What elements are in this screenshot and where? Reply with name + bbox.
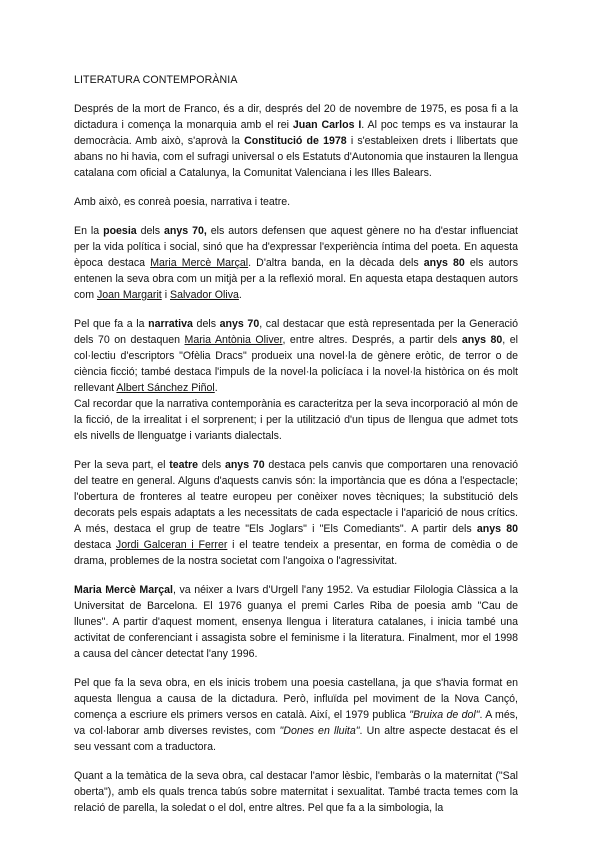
bold-term: anys 80 (461, 334, 503, 346)
paragraph-genres: Amb això, es conreà poesia, narrativa i teatre. (74, 196, 291, 208)
bold-term: Juan Carlos I (292, 119, 362, 131)
author-link: Albert Sánchez Piñol (116, 382, 215, 394)
paragraph-work: Pel que fa la seva obra, en els inicis trobem una poesia castellana, ja que s'havia format en aquesta llengua a causa de la dictadura. Però, influïda pel moviment de la Nova Cançó, comença a escriure els primers versos en català. Així, el 1979 publica "Bruixa de dol". A més, va col·laborar amb diverses revistes, com "Dones en lluita". Un altre aspecte destacat és el seu vessant com a traductora. (74, 677, 519, 753)
bold-term: anys 70, (163, 225, 207, 237)
author-link: Salvador Oliva (170, 289, 239, 301)
bold-term: narrativa (148, 318, 193, 330)
bold-term: Constitució de 1978 (244, 135, 347, 147)
paragraph-themes: Quant a la temàtica de la seva obra, cal destacar l'amor lèsbic, l'embaràs o la maternitat ("Sal oberta"), amb els quals trenca tabús sobre maternitat i sexualitat. També tracta temes com la relació de parella, la soledat o el dol, entre altres. Pel que fa a la simbologia, la (74, 770, 518, 814)
paragraph-narrative: Pel que fa a la narrativa dels anys 70, cal destacar que està representada per la Generació dels 70 on destaquen Maria Antònia Oliver, entre altres. Després, a partir dels anys 80, el col·lectiu d'escriptors "Ofèlia Dracs" produeix una novel·la de gènere eròtic, de terror o de ciència ficció; també destaca l'impuls de la novel·la policíaca i la novel·la històrica on és molt rellevant Albert Sánchez Piñol. (74, 318, 518, 394)
bold-term: Maria Mercè Marçal (74, 584, 173, 596)
paragraph-biography: Maria Mercè Marçal, va néixer a Ivars d'Urgell l'any 1952. Va estudiar Filologia Clàssica a la Universitat de Barcelona. El 1976 guanya el premi Carles Riba de poesia amb "Cau de llunes". A partir d'aquest moment, ensenya llengua i literatura catalanes, i inicia també una activitat de conferenciant i assagista sobre el feminisme i la literatura. Finalment, mor el 1998 a causa del càncer detectat l'any 1996. (74, 584, 518, 660)
bold-term: poesia (103, 225, 137, 237)
author-link: Maria Antònia Oliver (184, 334, 283, 346)
paragraph-transition: Després de la mort de Franco, és a dir, després del 20 de novembre de 1975, es posa fi a la dictadura i comença la monarquia amb el rei Juan Carlos I. Al poc temps es va instaurar la democràcia. Amb això, s'aprovà la Constitució de 1978 i s'estableixen drets i llibertats que abans no hi havia, com el sufragi universal o els Estatuts d'Autonomia que instauren la llengua catalana com oficial a Catalunya, la Comunitat Valenciana i les Illes Balears. (74, 103, 518, 179)
author-link: Joan Margarit (96, 289, 162, 301)
italic-title: "Dones en lluita" (279, 725, 360, 737)
bold-term: teatre (169, 459, 199, 471)
paragraph-narrative-features: Cal recordar que la narrativa contemporània es caracteritza per la seva incorporació al món de la ficció, de la irrealitat i el sorprenent; i per la utilització d'un tipus de llengua que admet tots els nivells de llenguatge i variants dialectals. (74, 398, 518, 442)
author-link: Maria Mercè Marçal (150, 257, 249, 269)
paragraph-theatre: Per la seva part, el teatre dels anys 70 destaca pels canvis que comportaren una renovació del teatre en general. Alguns d'aquests canvis són: la importància que es dóna a l'espectacle; l'obertura de fronteres al teatre europeu per conèixer noves tècniques; la substitució dels decorats pels espais adaptats a les necessitats de cada espectacle i l'aparició de nous crítics. A més, destaca el grup de teatre "Els Joglars" i "Els Comediants". A partir dels anys 80 destaca Jordi Galceran i Ferrer i el teatre tendeix a presentar, en forma de comèdia o de drama, problemes de la nostra societat com l'angoixa o l'agressivitat. (74, 459, 518, 567)
bold-term: anys 80 (476, 523, 518, 535)
italic-title: "Bruixa de dol" (409, 709, 480, 721)
paragraph-poetry: En la poesia dels anys 70, els autors defensen que aquest gènere no ha d'estar influenciat per la vida política i social, sinó que ha d'expressar l'experiència íntima del poeta. En aquesta època destaca Maria Mercè Marçal. D'altra banda, en la dècada dels anys 80 els autors entenen la seva obra com un mitjà per a la reflexió moral. En aquesta etapa destaquen autors com Joan Margarit i Salvador Oliva. (74, 225, 519, 301)
bold-term: anys 70 (224, 459, 265, 471)
author-link: Jordi Galceran i Ferrer (115, 539, 228, 551)
bold-term: anys 70 (219, 318, 260, 330)
document-heading: LITERATURA CONTEMPORÀNIA (74, 74, 238, 86)
bold-term: anys 80 (423, 257, 465, 269)
